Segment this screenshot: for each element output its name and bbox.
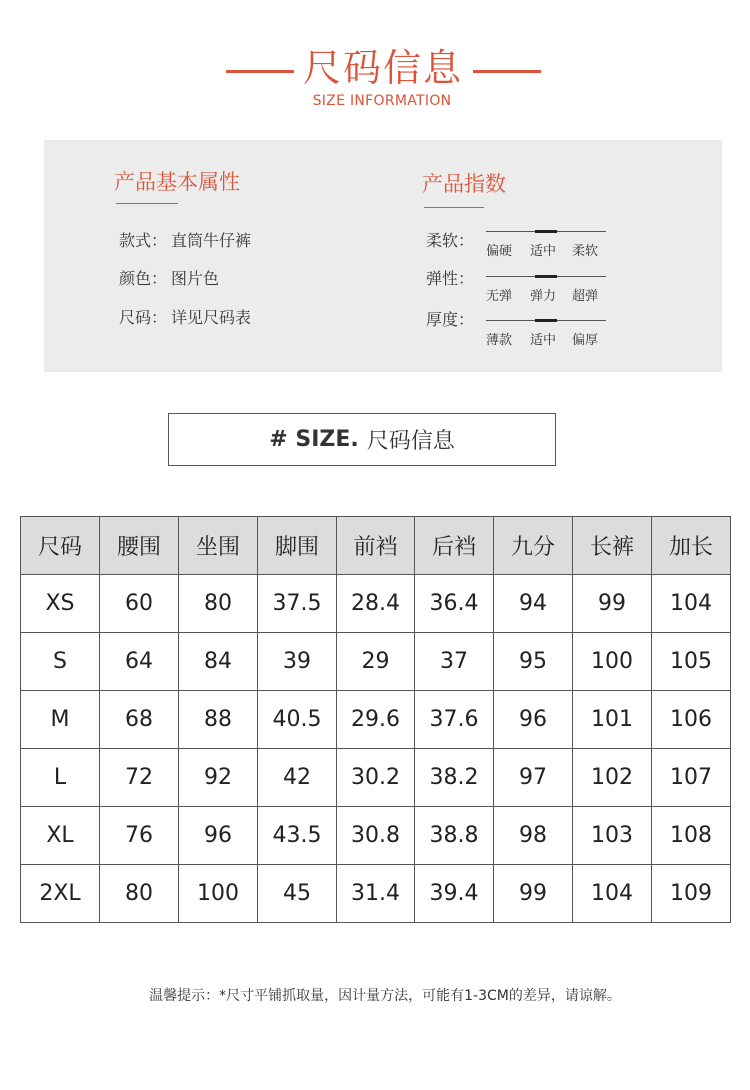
column-header: 九分 [494, 517, 573, 575]
table-cell: 39.4 [415, 865, 494, 923]
table-cell: 37.6 [415, 691, 494, 749]
scale-option-selected: 弹力 [530, 289, 557, 304]
scale-marker [535, 230, 557, 233]
page-subtitle: SIZE INFORMATION [312, 93, 452, 109]
table-cell: M [21, 691, 100, 749]
table-cell: 96 [494, 691, 573, 749]
table-cell: 84 [179, 633, 258, 691]
table-cell: 95 [494, 633, 573, 691]
table-row [21, 749, 731, 807]
table-cell: 36.4 [415, 575, 494, 633]
scale-option: 偏厚 [572, 333, 599, 348]
product-index-underline [424, 207, 484, 208]
column-header: 腰围 [100, 517, 179, 575]
table-cell: 37.5 [258, 575, 337, 633]
table-cell: 109 [652, 865, 731, 923]
attribute-color [119, 266, 219, 289]
scale-option-selected: 适中 [530, 333, 557, 348]
table-cell: 103 [573, 807, 652, 865]
table-cell: 88 [179, 691, 258, 749]
table-row [21, 865, 731, 923]
column-header: 加长 [652, 517, 731, 575]
attribute-value: 详见尺码表 [171, 308, 252, 327]
product-index-title: 产品指数 [422, 172, 506, 196]
table-cell: 100 [179, 865, 258, 923]
table-cell: 106 [652, 691, 731, 749]
size-heading-text: 尺码信息 [366, 429, 455, 454]
table-cell: 2XL [21, 865, 100, 923]
attribute-label: 款式： [119, 231, 168, 250]
scale-option: 超弹 [572, 289, 599, 304]
table-cell: 104 [573, 865, 652, 923]
scale-option: 无弹 [486, 289, 513, 304]
table-cell: 99 [573, 575, 652, 633]
table-row [21, 633, 731, 691]
table-cell: 96 [179, 807, 258, 865]
table-cell: 29 [337, 633, 415, 691]
attribute-label: 颜色： [119, 269, 168, 288]
table-cell: 99 [494, 865, 573, 923]
table-cell: 38.2 [415, 749, 494, 807]
scale-option: 薄款 [486, 333, 513, 348]
table-cell: 42 [258, 749, 337, 807]
table-cell: 100 [573, 633, 652, 691]
index-thickness-label: 厚度： [426, 310, 475, 329]
table-cell: 28.4 [337, 575, 415, 633]
table-cell: 43.5 [258, 807, 337, 865]
table-cell: 39 [258, 633, 337, 691]
table-cell: 80 [100, 865, 179, 923]
thickness-scale [486, 320, 608, 350]
scale-option-selected: 适中 [530, 244, 557, 259]
table-cell: XS [21, 575, 100, 633]
attribute-label: 尺码： [119, 308, 168, 327]
table-cell: 104 [652, 575, 731, 633]
table-cell: 72 [100, 749, 179, 807]
title-decoration-left [226, 70, 294, 73]
column-header: 后裆 [415, 517, 494, 575]
table-row [21, 691, 731, 749]
size-heading-bold: # SIZE. [269, 427, 359, 452]
table-cell: 102 [573, 749, 652, 807]
scale-marker [535, 319, 557, 322]
index-softness-label: 柔软： [426, 231, 475, 250]
table-cell: 40.5 [258, 691, 337, 749]
table-cell: S [21, 633, 100, 691]
table-cell: 31.4 [337, 865, 415, 923]
column-header: 长裤 [573, 517, 652, 575]
table-cell: 38.8 [415, 807, 494, 865]
scale-option: 偏硬 [486, 244, 513, 259]
product-properties-panel [44, 140, 722, 372]
table-cell: 101 [573, 691, 652, 749]
softness-scale [486, 231, 608, 261]
table-cell: 45 [258, 865, 337, 923]
index-elasticity-label: 弹性： [426, 269, 475, 288]
table-cell: 94 [494, 575, 573, 633]
column-header: 坐围 [179, 517, 258, 575]
table-row [21, 807, 731, 865]
attribute-value: 图片色 [171, 269, 220, 288]
table-cell: XL [21, 807, 100, 865]
table-cell: 64 [100, 633, 179, 691]
elasticity-scale [486, 276, 608, 306]
column-header: 脚围 [258, 517, 337, 575]
table-row [21, 575, 731, 633]
table-cell: 105 [652, 633, 731, 691]
page-header [0, 0, 750, 130]
attribute-value: 直筒牛仔裤 [171, 231, 252, 250]
column-header: 尺码 [21, 517, 100, 575]
attribute-style [119, 228, 251, 251]
size-section-heading [168, 413, 556, 466]
table-cell: 92 [179, 749, 258, 807]
attribute-size [119, 305, 251, 328]
table-cell: 98 [494, 807, 573, 865]
size-table [20, 516, 731, 923]
table-cell: 60 [100, 575, 179, 633]
table-cell: 107 [652, 749, 731, 807]
column-header: 前裆 [337, 517, 415, 575]
page-title: 尺码信息 [302, 46, 463, 90]
table-cell: 97 [494, 749, 573, 807]
table-cell: 68 [100, 691, 179, 749]
scale-marker [535, 275, 557, 278]
basic-attributes-underline [116, 203, 178, 204]
footnote: 温馨提示：*尺寸平铺抓取量，因计量方法，可能有1-3CM的差异，请谅解。 [149, 988, 621, 1004]
title-decoration-right [473, 70, 541, 73]
table-cell: 76 [100, 807, 179, 865]
table-cell: 29.6 [337, 691, 415, 749]
table-header-row [21, 517, 731, 575]
basic-attributes-title: 产品基本属性 [114, 170, 240, 194]
scale-option: 柔软 [572, 244, 599, 259]
table-cell: 37 [415, 633, 494, 691]
table-cell: 30.2 [337, 749, 415, 807]
table-cell: L [21, 749, 100, 807]
table-cell: 30.8 [337, 807, 415, 865]
table-cell: 108 [652, 807, 731, 865]
table-cell: 80 [179, 575, 258, 633]
